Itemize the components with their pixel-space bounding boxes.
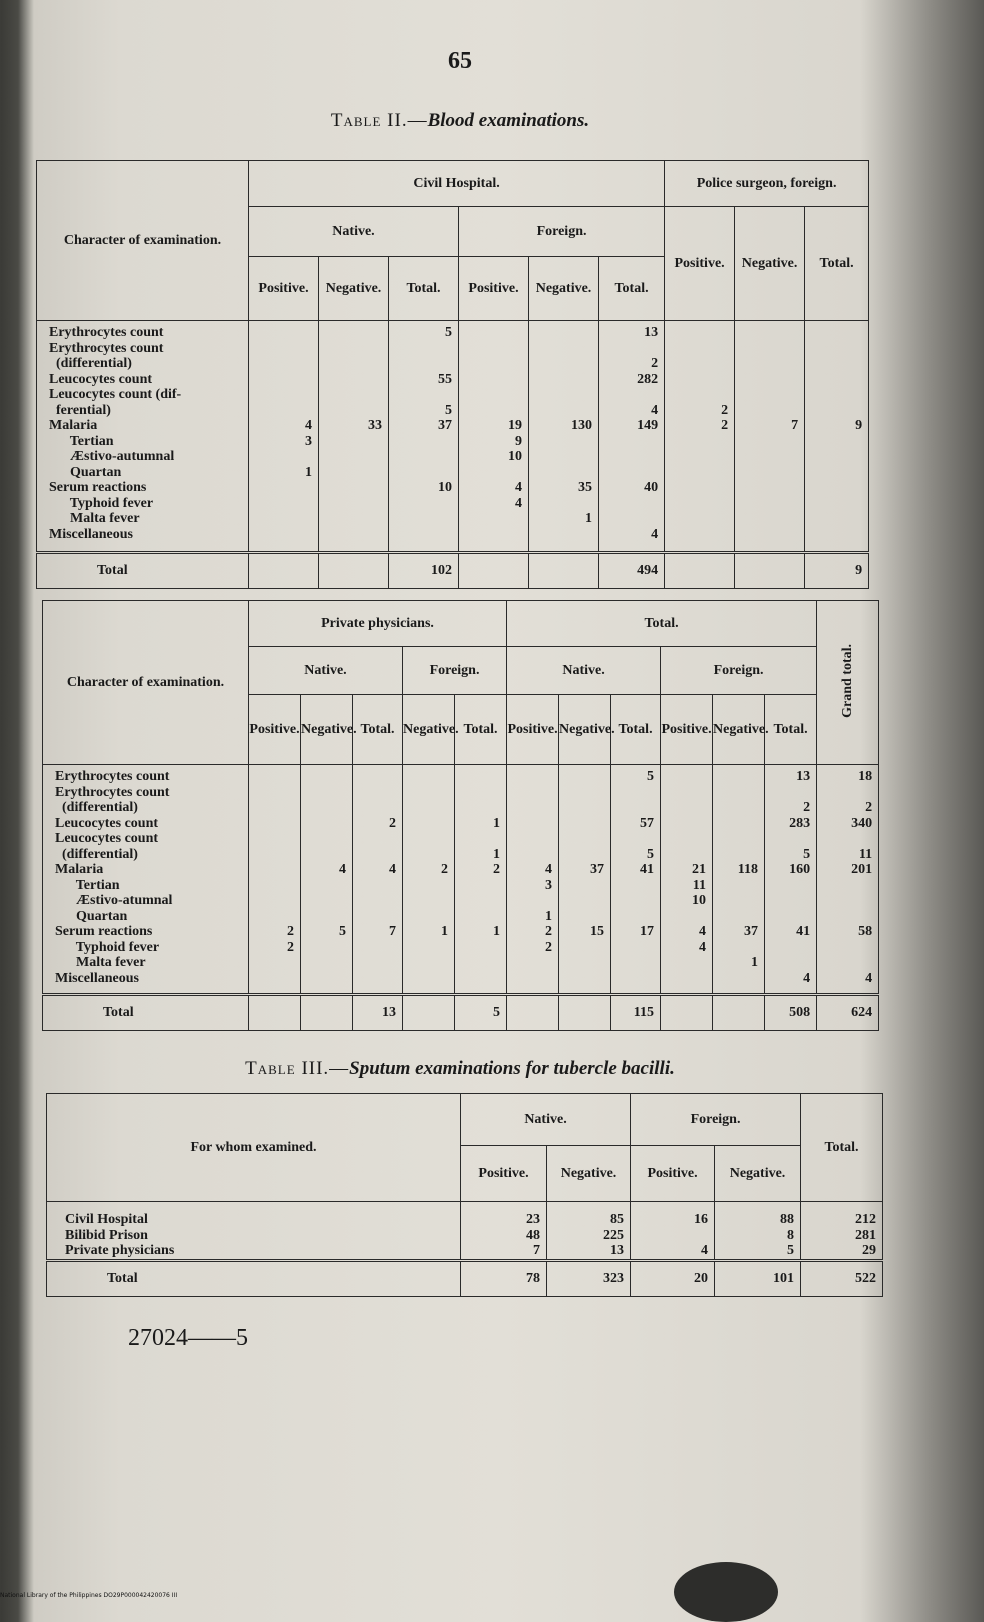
data-column: 33 xyxy=(319,321,389,553)
total-cell xyxy=(403,995,455,1031)
total-group-header: Total. xyxy=(507,601,817,647)
data-column: 13 2 283 5 160 41 4 xyxy=(765,765,817,995)
row-labels: Civil Hospital Bilibid Prison Private physicians xyxy=(47,1202,461,1261)
blood-table-part-1 xyxy=(36,160,869,589)
total-cell xyxy=(559,995,611,1031)
total-cell: 102 xyxy=(389,553,459,589)
data-column: 2 4 7 xyxy=(353,765,403,995)
page-number: 65 xyxy=(448,48,472,74)
row-labels: Erythrocytes count Erythrocytes count (differential) Leucocytes count Leucocytes count (differential) Malaria Tertian Æstivo-atumnal Quartan Serum reactions Typhoid fever Malta fever Miscellaneous xyxy=(43,765,249,995)
foreign-header: Foreign. xyxy=(631,1094,801,1146)
civil-hospital-header: Civil Hospital. xyxy=(249,161,665,207)
police-total-header: Total. xyxy=(805,207,869,321)
total-cell: 115 xyxy=(611,995,661,1031)
total-cell xyxy=(735,553,805,589)
total-cell xyxy=(713,995,765,1031)
total-cell: 624 xyxy=(817,995,879,1031)
data-column: 4 3 1 2 2 xyxy=(507,765,559,995)
total-cell: 13 xyxy=(353,995,403,1031)
table-3-caption-lead: Table III.— xyxy=(245,1058,350,1079)
total-cell xyxy=(249,553,319,589)
grand-total-header xyxy=(817,601,879,765)
character-header: Character of examination. xyxy=(37,161,249,321)
total-cell: 494 xyxy=(599,553,665,589)
total-cell: 20 xyxy=(631,1260,715,1296)
police-positive-header: Positive. xyxy=(665,207,735,321)
data-column: 130 35 1 xyxy=(529,321,599,553)
data-column: 7 xyxy=(735,321,805,553)
sputum-table xyxy=(46,1093,883,1297)
total-header: Total. xyxy=(765,695,817,765)
total-cell xyxy=(249,995,301,1031)
grand-total-label: Grand total. xyxy=(840,643,856,718)
data-column: 9 xyxy=(805,321,869,553)
total-cell xyxy=(459,553,529,589)
total-cell xyxy=(319,553,389,589)
total-cell: 508 xyxy=(765,995,817,1031)
data-column: 18 2 340 11 201 58 4 xyxy=(817,765,879,995)
data-column: 19 9 10 4 4 xyxy=(459,321,529,553)
total-cell xyxy=(665,553,735,589)
police-negative-header: Negative. xyxy=(735,207,805,321)
total-cell: 522 xyxy=(801,1260,883,1296)
total-cell xyxy=(529,553,599,589)
table-3-caption xyxy=(0,1058,920,1080)
native-header: Native. xyxy=(249,207,459,257)
data-column: 2 2 xyxy=(249,765,301,995)
positive-header: Positive. xyxy=(459,257,529,321)
page-ornament xyxy=(674,1562,778,1622)
negative-header: Negative. xyxy=(319,257,389,321)
total-cell: 5 xyxy=(455,995,507,1031)
positive-header: Positive. xyxy=(631,1146,715,1202)
data-column: 4 5 xyxy=(301,765,353,995)
total-header: Total. xyxy=(801,1094,883,1202)
table-3-caption-title: Sputum examinations for tubercle bacilli. xyxy=(349,1058,675,1079)
positive-header: Positive. xyxy=(249,257,319,321)
data-column: 16 4 xyxy=(631,1202,715,1261)
total-cell xyxy=(301,995,353,1031)
total-header: Total. xyxy=(455,695,507,765)
negative-header: Negative. xyxy=(529,257,599,321)
total-row-label: Total xyxy=(43,995,249,1031)
total-header: Total. xyxy=(599,257,665,321)
positive-header: Positive. xyxy=(249,695,301,765)
negative-header: Negative. xyxy=(547,1146,631,1202)
data-column: 212 281 29 xyxy=(801,1202,883,1261)
blood-table-part-2 xyxy=(42,600,879,1031)
negative-header: Negative. xyxy=(713,695,765,765)
total-header: Total. xyxy=(389,257,459,321)
police-surgeon-header: Police surgeon, foreign. xyxy=(665,161,869,207)
native-header: Native. xyxy=(507,647,661,695)
data-column: 23 48 7 xyxy=(461,1202,547,1261)
data-column: 1 1 2 1 xyxy=(455,765,507,995)
table-2-caption xyxy=(0,110,920,132)
scan-stamp: National Library of the Philippines DO29P000042420076 III xyxy=(0,1592,178,1599)
negative-header: Negative. xyxy=(301,695,353,765)
native-header: Native. xyxy=(461,1094,631,1146)
character-header: Character of examination. xyxy=(43,601,249,765)
positive-header: Positive. xyxy=(461,1146,547,1202)
negative-header: Negative. xyxy=(559,695,611,765)
total-header: Total. xyxy=(353,695,403,765)
positive-header: Positive. xyxy=(661,695,713,765)
data-column: 118 37 1 xyxy=(713,765,765,995)
total-cell: 323 xyxy=(547,1260,631,1296)
negative-header: Negative. xyxy=(403,695,455,765)
row-labels: Erythrocytes count Erythrocytes count (differential) Leucocytes count Leucocytes count (dif- ferential) Malaria Tertian Æstivo-autumnal Quartan Serum reactions Typhoid fever Malta fever Miscellaneous xyxy=(37,321,249,553)
private-physicians-header: Private physicians. xyxy=(249,601,507,647)
data-column: 37 15 xyxy=(559,765,611,995)
data-column: 21 11 10 4 4 xyxy=(661,765,713,995)
for-whom-header: For whom examined. xyxy=(47,1094,461,1202)
total-cell: 78 xyxy=(461,1260,547,1296)
negative-header: Negative. xyxy=(715,1146,801,1202)
total-cell: 9 xyxy=(805,553,869,589)
total-cell xyxy=(507,995,559,1031)
total-row-label: Total xyxy=(37,553,249,589)
total-header: Total. xyxy=(611,695,661,765)
data-column: 13 2 282 4 149 40 4 xyxy=(599,321,665,553)
native-header: Native. xyxy=(249,647,403,695)
total-row-label: Total xyxy=(47,1260,461,1296)
data-column: 88 8 5 xyxy=(715,1202,801,1261)
table-2-caption-lead: Table II.— xyxy=(330,110,428,131)
data-column: 2 2 xyxy=(665,321,735,553)
positive-header: Positive. xyxy=(507,695,559,765)
foreign-header: Foreign. xyxy=(459,207,665,257)
data-column: 4 3 1 xyxy=(249,321,319,553)
foreign-header: Foreign. xyxy=(403,647,507,695)
data-column: 5 55 5 37 10 xyxy=(389,321,459,553)
total-cell: 101 xyxy=(715,1260,801,1296)
total-cell xyxy=(661,995,713,1031)
data-column: 5 57 5 41 17 xyxy=(611,765,661,995)
table-2-caption-title: Blood examinations. xyxy=(427,110,590,131)
signature-number: 27024——5 xyxy=(128,1325,248,1351)
data-column: 2 1 xyxy=(403,765,455,995)
foreign-header: Foreign. xyxy=(661,647,817,695)
data-column: 85 225 13 xyxy=(547,1202,631,1261)
